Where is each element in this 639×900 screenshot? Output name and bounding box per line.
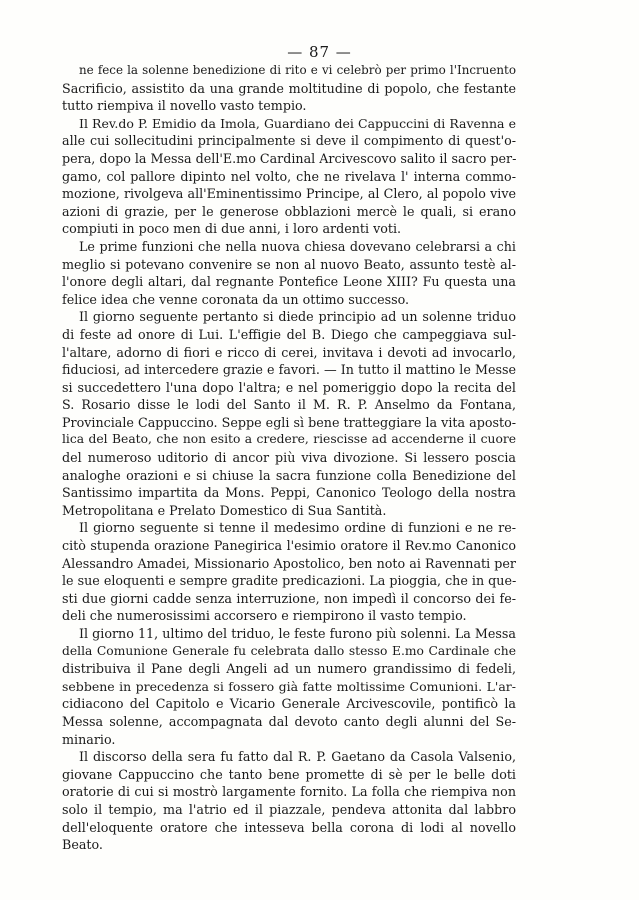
text-line: Il Rev.do P. Emidio da Imola, Guardiano dei Cappuccini di Ravenna e (79, 115, 516, 131)
text-line: l'onore degli altari, dal regnante Pontefice Leone XIII? Fu questa una (62, 274, 516, 290)
text-line: minario. (62, 731, 116, 747)
text-line: Beato. (62, 837, 103, 853)
body-text (62, 62, 516, 854)
text-line: Santissimo impartita da Mons. Peppi, Canonico Teologo della nostra (62, 485, 516, 501)
text-line: di feste ad onore di Lui. L'effigie del B. Diego che campeggiava sul- (62, 326, 516, 342)
text-line: l'altare, adorno di fiori e ricco di cerei, invitava i devoti ad invocarlo, (62, 344, 516, 360)
text-line: tutto riempiva il novello vasto tempio. (62, 98, 307, 114)
text-line: lica del Beato, che non esito a credere, riescisse ad accenderne il cuore (62, 432, 516, 447)
paragraph (62, 62, 516, 115)
text-line: sti due giorni cadde senza interruzione, non impedì il concorso dei fe- (62, 590, 516, 606)
text-line: Messa solenne, accompagnata dal devoto canto degli alunni del Se- (62, 713, 516, 729)
text-line: solo il tempio, ma l'atrio ed il piazzale, pendeva attonita dal labbro (62, 801, 516, 817)
text-line: dell'eloquente oratore che intesseva bella corona di lodi al novello (62, 819, 516, 835)
text-line: S. Rosario disse le lodi del Santo il M. R. P. Anselmo da Fontana, (62, 397, 516, 413)
paragraph (62, 748, 516, 854)
text-line: Metropolitana e Prelato Domestico di Sua Santità. (62, 502, 387, 518)
text-line: citò stupenda orazione Panegirica l'esimio oratore il Rev.mo Canonico (62, 538, 516, 554)
text-line: fiduciosi, ad intercedere grazie e favori. — In tutto il mattino le Messe (62, 362, 516, 378)
text-line: Sacrificio, assistito da una grande moltitudine di popolo, che festante (62, 80, 516, 96)
paragraph (62, 115, 516, 238)
text-line: felice idea che venne coronata da un ottimo successo. (62, 291, 410, 307)
paragraph (62, 238, 516, 308)
text-line: analoghe orazioni e si chiuse la sacra funzione colla Benedizione del (62, 467, 516, 483)
text-line: Il giorno seguente pertanto si diede principio ad un solenne triduo (79, 309, 516, 325)
text-line: Alessandro Amadei, Missionario Apostolico, ben noto ai Ravennati per (62, 555, 516, 571)
paragraph (62, 519, 516, 625)
page-number: — 87 — (287, 43, 352, 61)
text-line: le sue eloquenti e sempre gradite predicazioni. La pioggia, che in que- (62, 573, 517, 589)
text-line: distribuiva il Pane degli Angeli ad un numero grandissimo di fedeli, (62, 661, 516, 677)
text-line: Le prime funzioni che nella nuova chiesa dovevano celebrarsi a chi (79, 238, 516, 254)
text-line: della Comunione Generale fu celebrata dallo stesso E.mo Cardinale che (62, 643, 516, 658)
text-line: oratorie di cui si mostrò largamente fornito. La folla che riempiva non (62, 784, 516, 800)
text-line: cidiacono del Capitolo e Vicario Generale Arcivescovile, pontificò la (62, 696, 516, 712)
paragraph (62, 625, 516, 748)
text-line: del numeroso uditorio di ancor più viva divozione. Si lessero poscia (62, 450, 516, 466)
text-line: ne fece la solenne benedizione di rito e vi celebrò per primo l'Incruento (79, 63, 516, 77)
text-line: si succedettero l'una dopo l'altra; e nel pomeriggio dopo la recita del (62, 379, 516, 395)
text-line: azioni di grazie, per le generose obblazioni mercè le quali, si erano (62, 203, 516, 219)
text-line: Provinciale Cappuccino. Seppe egli sì bene tratteggiare la vita aposto- (62, 414, 516, 430)
text-line: sebbene in precedenza si fossero già fatte moltissime Comunioni. L'ar- (62, 678, 516, 694)
text-line: deli che numerosissimi accorsero e riempirono il vasto tempio. (62, 608, 467, 624)
text-line: Il giorno 11, ultimo del triduo, le feste furono più solenni. La Messa (79, 626, 516, 641)
paragraph (62, 308, 516, 519)
text-line: pera, dopo la Messa dell'E.mo Cardinal Arcivescovo salito il sacro per- (62, 150, 517, 166)
text-line: compiuti in poco men di due anni, i loro ardenti voti. (62, 221, 402, 237)
text-line: mozione, rivolgeva all'Eminentissimo Principe, al Clero, al popolo vive (62, 186, 516, 202)
text-line: Il discorso della sera fu fatto dal R. P. Gaetano da Casola Valsenio, (79, 749, 516, 765)
text-line: gamo, col pallore dipinto nel volto, che ne rivelava l' interna commo- (62, 168, 516, 184)
text-line: giovane Cappuccino che tanto bene promette di sè per le belle doti (62, 766, 516, 782)
text-line: meglio si potevano convenire se non al nuovo Beato, assunto testè al- (62, 256, 516, 272)
text-line: alle cui sollecitudini principalmente si deve il compimento di quest'o- (62, 133, 516, 149)
text-line: Il giorno seguente si tenne il medesimo ordine di funzioni e ne re- (79, 520, 516, 536)
